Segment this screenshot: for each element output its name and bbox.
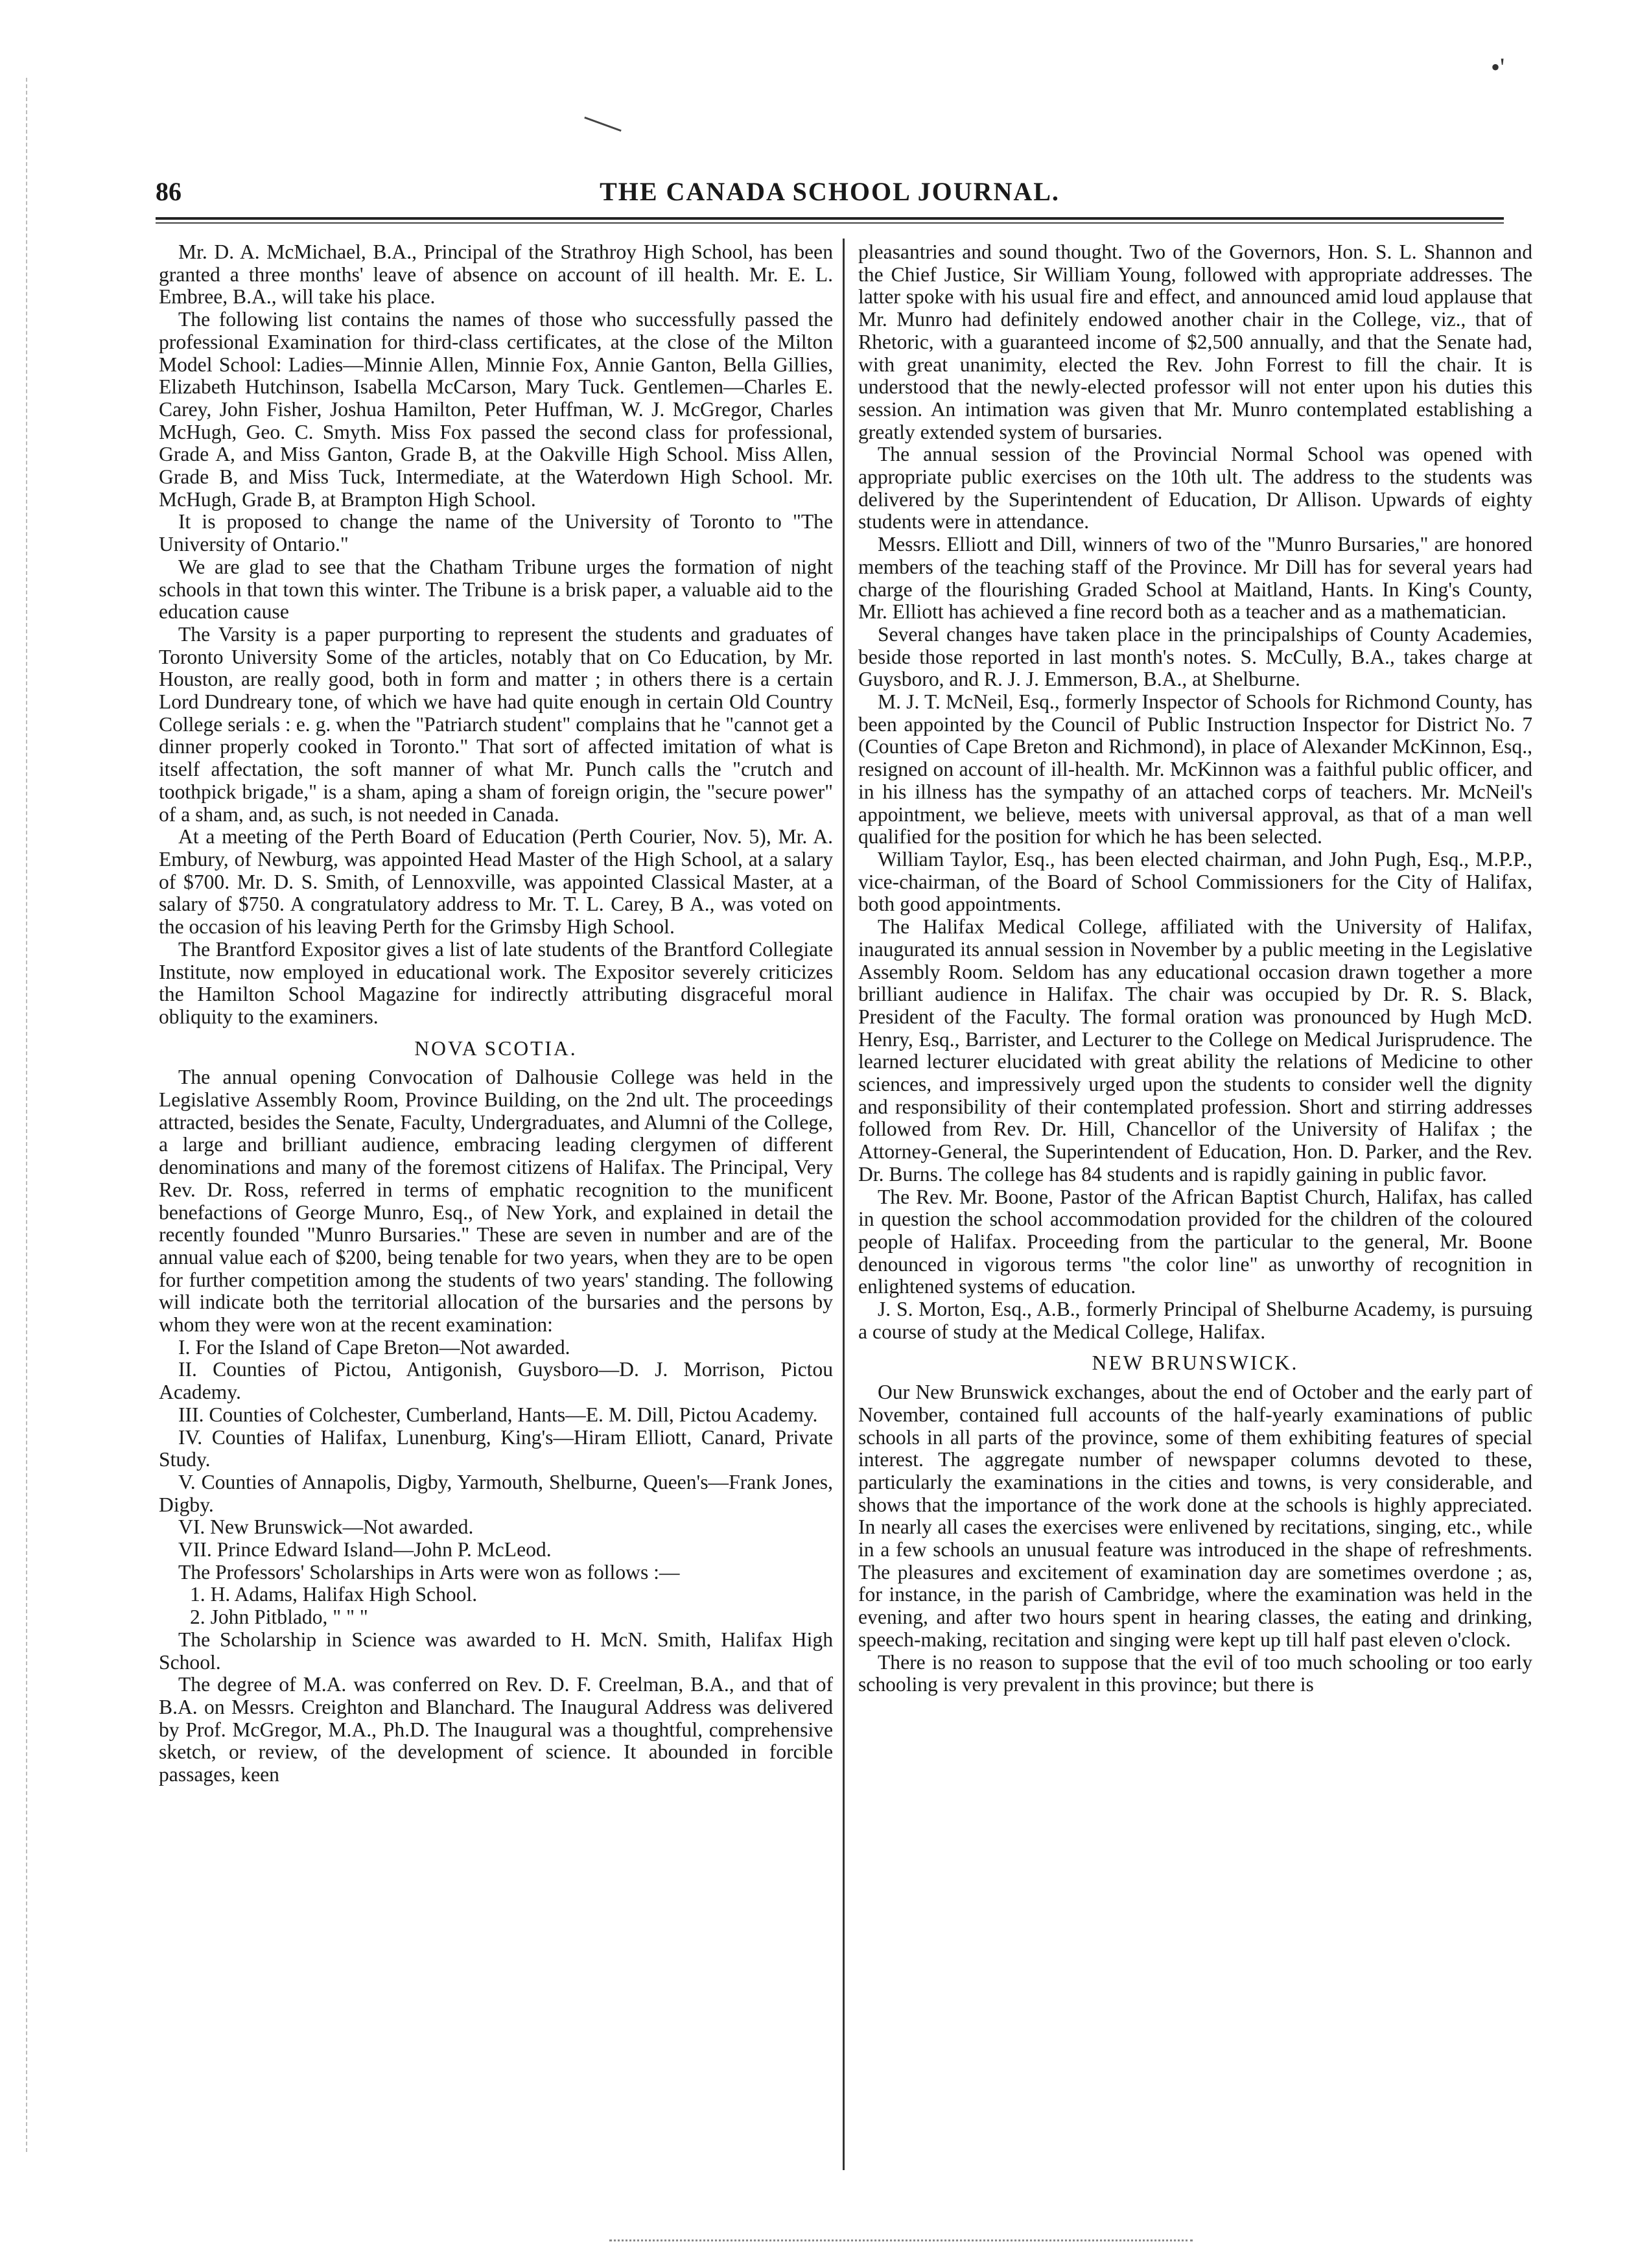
paragraph: The Professors' Scholarships in Arts were won as follows :—: [178, 1560, 680, 1584]
paragraph: Several changes have taken place in the principalships of County Academies, beside those reported in last month's notes. S. McCully, B.A., takes charge at Guysboro, and R. J. J. Emmerson, B.A., at Shelburne.: [858, 622, 1532, 691]
column-divider: [843, 239, 845, 2170]
bursary-list-item: VII. Prince Edward Island—John P. McLeod.: [178, 1538, 552, 1561]
paragraph: The degree of M.A. was conferred on Rev. D. F. Creelman, B.A., and that of B.A. on Messrs. Creighton and Blanchard. The Inaugural Address was delivered by Prof. McGregor, M.A., Ph.D. The Inaugural was a thoughtful, comprehensive sketch, or review, of the development of science. It abounded in forcible passages, keen: [159, 1673, 833, 1786]
section-heading-nova-scotia: NOVA SCOTIA.: [414, 1036, 578, 1060]
corner-ink-mark: •': [1491, 53, 1505, 82]
scholarship-list-item: 2. John Pitblado, " " ": [190, 1606, 368, 1629]
paragraph: pleasantries and sound thought. Two of the Governors, Hon. S. L. Shannon and the Chief Justice, Sir William Young, followed with appropriate addresses. The latter spoke with his usual fire and effect, and announced amid loud applause that Mr. Munro had definitely endowed another chair in the College, viz., that of Rhetoric, with a guaranteed income of $2,500 annually, and that the Senate had, with great unanimity, elected the Rev. John Forrest to fill the chair. It is understood that the newly-elected professor will not enter upon his duties this session. An intimation was given that Mr. Munro contemplated establishing a greatly extended system of bursaries.: [858, 240, 1532, 443]
paragraph: Mr. D. A. McMichael, B.A., Principal of the Strathroy High School, has been granted a three months' leave of absence on account of ill health. Mr. E. L. Embree, B.A., will take his place.: [159, 240, 833, 309]
paragraph: It is proposed to change the name of the University of Toronto to "The University of Ontario.": [159, 510, 833, 556]
stray-ink-mark: [584, 117, 621, 132]
paragraph: The annual session of the Provincial Normal School was opened with appropriate public exercises on the 10th ult. The address to the students was delivered by the Superintendent of Education, Dr Allison. Upwards of eighty students were in attendance.: [858, 443, 1532, 533]
bursary-list-item: VI. New Brunswick—Not awarded.: [178, 1515, 474, 1539]
bursary-list-item: II. Counties of Pictou, Antigonish, Guysboro—D. J. Morrison, Pictou Academy.: [159, 1358, 833, 1404]
paragraph: The Varsity is a paper purporting to represent the students and graduates of Toronto University Some of the articles, notably that on Co Education, by Mr. Houston, are really good, both in form and matter ; in others there is a certain Lord Dundreary tone, of which we have had quite enough in certain Old Country College serials : e. g. when the "Patriarch student" complains that he "cannot get a dinner properly cooked in Toronto." That sort of affected imitation of what is itself affectation, the soft manner of what Mr. Punch calls the "crutch and toothpick brigade," is a sham, aping a sham of foreign origin, the "secure power" of a sham, and, as such, is not needed in Canada.: [159, 622, 833, 826]
page-number: 86: [156, 177, 181, 206]
bottom-print-marks: [609, 2239, 1193, 2247]
paragraph: The annual opening Convocation of Dalhousie College was held in the Legislative Assembly Room, Province Building, on the 2nd ult. The proceedings attracted, besides the Senate, Faculty, Undergraduates, and Alumni of the College, a large and brilliant audience, embracing leading clergymen of different denominations and many of the foremost citizens of Halifax. The Principal, Very Rev. Dr. Ross, referred in terms of emphatic recognition to the munificent benefactions of George Munro, Esq., of New York, and explained in detail the recently founded "Munro Bursaries." These are seven in number and are of the annual value each of $200, being tenable for two years, when they are to be open for further competition among the students of two years' standing. The following will indicate both the territorial allocation of the bursaries and the persons by whom they were won at the recent examination:: [159, 1066, 833, 1337]
paragraph: There is no reason to suppose that the evil of too much schooling or too early schooling is very prevalent in this province; but there is: [858, 1650, 1532, 1696]
bursary-list-item: I. For the Island of Cape Breton—Not awarded.: [178, 1335, 570, 1359]
header-rule: [156, 217, 1504, 220]
paragraph: Our New Brunswick exchanges, about the end of October and the early part of November, contained full accounts of the half-yearly examinations of public schools in all parts of the province, some of them exhibiting features of special interest. The aggregate number of newspaper columns devoted to these, particularly the examinations in the cities and towns, is very considerable, and shows that the importance of the work done at the schools is highly appreciated. In nearly all cases the exercises were enlivened by recitations, singing, etc., while in a few schools an unusual feature was introduced in the shape of refreshments. The pleasures and excitement of examination day are sometimes overdone ; as, for instance, in the parish of Cambridge, where the examination was held in the evening, and after two hours spent in hearing classes, the eating and drinking, speech-making, recitation and singing were kept up till half past eleven o'clock.: [858, 1381, 1532, 1651]
paragraph: William Taylor, Esq., has been elected chairman, and John Pugh, Esq., M.P.P., vice-chairman, of the Board of School Commissioners for the City of Halifax, both good appointments.: [858, 847, 1532, 916]
paragraph: Messrs. Elliott and Dill, winners of two of the "Munro Bursaries," are honored members of the teaching staff of the Province. Mr Dill has for several years had charge of the flourishing Graded School at Maitland, Hants. In King's County, Mr. Elliott has achieved a fine record both as a teacher and as a mathematician.: [858, 533, 1532, 624]
left-column: [159, 241, 833, 1786]
paragraph: The following list contains the names of those who successfully passed the professional Examination for third-class certificates, at the close of the Milton Model School: Ladies—Minnie Allen, Minnie Fox, Annie Ganton, Bella Gillies, Elizabeth Hutchinson, Isabella McCarson, Mary Tuck. Gentlemen—Charles E. Carey, John Fisher, Joshua Hamilton, Peter Huffman, W. J. McGregor, Charles McHugh, Geo. C. Smyth. Miss Fox passed the second class for professional, Grade A, and Miss Ganton, Grade B, at the Oakville High School. Miss Allen, Grade B, and Miss Tuck, Intermediate, at the Waterdown High School. Mr. McHugh, Grade B, at Brampton High School.: [159, 308, 833, 511]
scholarship-list-item: 1. H. Adams, Halifax High School.: [190, 1583, 478, 1606]
bursary-list-item: III. Counties of Colchester, Cumberland, Hants—E. M. Dill, Pictou Academy.: [178, 1403, 818, 1426]
paragraph: The Halifax Medical College, affiliated with the University of Halifax, inaugurated its annual session in November by a public meeting in the Legislative Assembly Room. Seldom has any educational occasion drawn together a more brilliant audience in Halifax. The chair was occupied by Dr. R. S. Black, President of the Faculty. The formal oration was pronounced by Hugh McD. Henry, Esq., Barrister, and Lecturer to the College on Medical Jurisprudence. The learned lecturer elucidated with great ability the relations of Medicine to other sciences, and impressively urged upon the students to consider well the dignity and responsibility of their contemplated profession. Short and stirring addresses followed from Rev. Dr. Hill, Chancellor of the University of Halifax ; the Attorney-General, the Superintendent of Education, Hon. D. Parker, and the Rev. Dr. Burns. The college has 84 students and is rapidly gaining in public favor.: [858, 915, 1532, 1186]
page-edge-marks: [26, 78, 29, 2152]
paragraph: At a meeting of the Perth Board of Education (Perth Courier, Nov. 5), Mr. A. Embury, of Newburg, was appointed Head Master of the High School, at a salary of $700. Mr. D. S. Smith, of Lennoxville, was appointed Classical Master, at a salary of $750. A congratulatory address to Mr. T. L. Carey, B A., was voted on the occasion of his leaving Perth for the Grimsby High School.: [159, 825, 833, 939]
journal-title: THE CANADA SCHOOL JOURNAL.: [600, 177, 1060, 206]
paragraph: The Scholarship in Science was awarded to H. McN. Smith, Halifax High School.: [159, 1628, 833, 1674]
paragraph: The Brantford Expositor gives a list of late students of the Brantford Collegiate Institute, now employed in educational work. The Expositor severely criticizes the Hamilton School Magazine for indirectly attributing disgraceful moral obliquity to the examiners.: [159, 937, 833, 1028]
paragraph: The Rev. Mr. Boone, Pastor of the African Baptist Church, Halifax, has called in question the school accommodation provided for the children of the coloured people of Halifax. Proceeding from the particular to the general, Mr. Boone denounced in vigorous terms "the color line" as unworthy of recognition in enlightened systems of education.: [858, 1185, 1532, 1298]
header-rule-thin: [156, 222, 1504, 224]
bursary-list-item: IV. Counties of Halifax, Lunenburg, King's—Hiram Elliott, Canard, Private Study.: [159, 1425, 833, 1471]
paragraph: M. J. T. McNeil, Esq., formerly Inspector of Schools for Richmond County, has been appointed by the Council of Public Instruction Inspector for District No. 7 (Counties of Cape Breton and Richmond), in place of Alexander McKinnon, Esq., resigned on account of ill-health. Mr. McKinnon was a faithful public officer, and in his illness has the sympathy of an attached corps of teachers. Mr. McNeil's appointment, we believe, meets with universal approval, as that of a man well qualified for the position for which he has been selected.: [858, 690, 1532, 848]
page-header: [156, 176, 1504, 215]
right-column: [858, 241, 1532, 1696]
paragraph: We are glad to see that the Chatham Tribune urges the formation of night schools in that town this winter. The Tribune is a brisk paper, a valuable aid to the education cause: [159, 555, 833, 624]
paragraph: J. S. Morton, Esq., A.B., formerly Principal of Shelburne Academy, is pursuing a course of study at the Medical College, Halifax.: [858, 1298, 1532, 1343]
bursary-list-item: V. Counties of Annapolis, Digby, Yarmouth, Shelburne, Queen's—Frank Jones, Digby.: [159, 1470, 833, 1516]
section-heading-new-brunswick: NEW BRUNSWICK.: [1092, 1351, 1299, 1375]
